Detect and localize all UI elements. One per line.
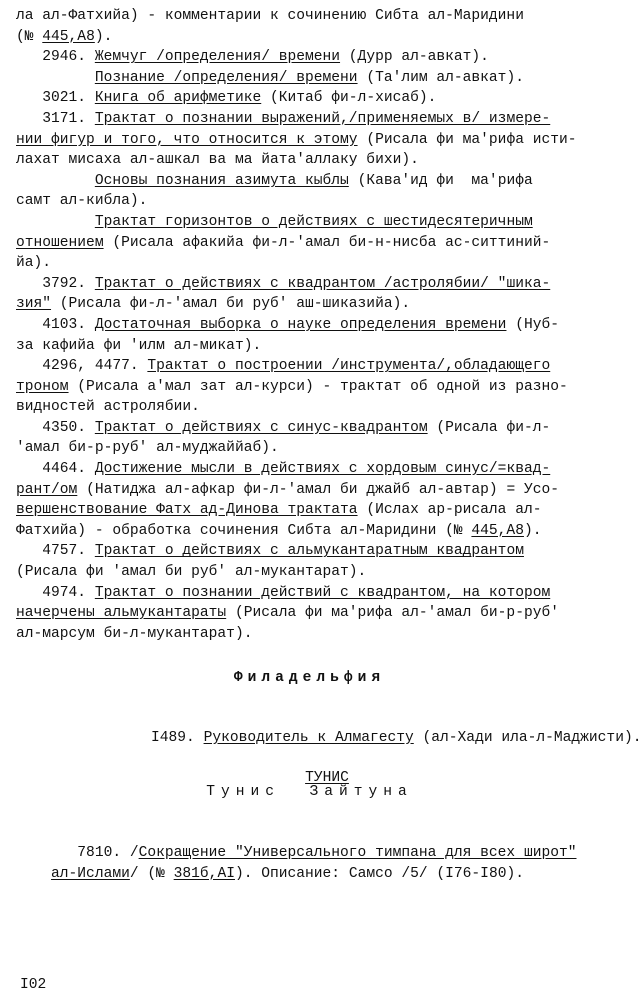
text-line [16,541,603,562]
line-text: 4350. [16,419,95,436]
text-line [16,253,603,274]
text-line [16,212,603,233]
line-text: видностей астролябии. [16,399,200,416]
text-line [16,68,603,89]
entry-title-cont: ал-Ислами [51,865,130,882]
country-heading: ТУНИС [305,770,349,787]
underlined-title: нии фигур и того, что относится к этому [16,131,358,148]
line-text: 2946. [16,49,95,66]
entry-number: I489. [151,729,204,746]
line-text-tail: (Нуб- [506,316,559,333]
line-text: 4974. [16,584,95,601]
line-text: 4296, 4477. [16,358,148,375]
text-line [16,150,603,171]
underlined-title: Достаточная выборка о науке определения времени [94,316,507,333]
underlined-title: Книга об арифметике [94,90,262,107]
line-text: ла ал-Фатхийа) - комментарии к сочинению Сибта ал-Маридини [16,8,524,24]
section-heading-philadelphia: Филадельфия [233,670,386,687]
underlined-title: Трактат о построении /инструмента/,обладающего [147,358,551,375]
entry-title: Сокращение "Универсального тимпана для всех широт" [138,845,577,862]
page-number: I02 [20,977,47,993]
line-text-tail: ). [523,522,542,539]
line-text: 4103. [16,316,95,333]
entry-number: 7810. / [51,845,139,862]
line-text-tail: (Та'лим ал-авкат). [357,69,524,86]
text-line [16,233,603,254]
text-line [16,130,603,151]
text-line [16,109,603,130]
line-text: за кафийа фи 'илм ал-микат). [16,337,262,354]
line-text-tail: (Китаб фи-л-хисаб). [261,90,437,107]
underlined-title: вершенствование Фатх ад-Динова трактата [16,502,358,519]
text-line [16,377,603,398]
line-text-tail: (Натиджа ал-афкар фи-л-'амал би джайб ал-автар) = Усо- [77,481,559,498]
text-line [16,603,603,624]
line-text: 4464. [16,461,95,478]
text-line [16,356,603,377]
text-line [16,191,603,212]
manuscript-entries [16,6,603,644]
entry-text-end: ). Описание: Самсо /5/ (I76-I80). [234,865,524,882]
underlined-title: Трактат горизонтов о действиях с шестидесятеричным [94,213,533,230]
section-heading-tunis-country [16,748,603,787]
line-text: (№ [16,28,43,45]
text-line [16,418,603,439]
text-line [16,88,603,109]
text-line [16,397,603,418]
text-line [16,294,603,315]
text-line [16,171,603,192]
line-text-tail: (Ислах ар-рисала ал- [357,502,542,519]
line-text-tail: (Кава'ид фи ма'рифа [348,172,533,189]
line-text: ал-марсум би-л-мукантарат). [16,625,253,642]
text-line [16,27,603,48]
underlined-title: Трактат о познании действий с квадрантом, на котором [94,584,551,601]
underlined-title: рант/ом [16,481,78,498]
underlined-title: Трактат о действиях с квадрантом /астролябии/ "шика- [94,275,551,292]
line-text [16,173,95,189]
text-line [16,315,603,336]
line-text [16,214,95,230]
line-text-tail: (Рисала фи ма'рифа исти- [357,131,577,148]
line-text-tail: (Рисала фи-л-'амал би руб' аш-шиказийа). [51,296,411,313]
line-text: йа). [16,255,52,272]
line-text [16,70,95,86]
line-text-tail: (Рисала а'мал зат ал-курси) - трактат об одной из разно- [68,378,568,395]
line-text: 4757. [16,543,95,560]
line-text: (Рисала фи 'амал би руб' ал-мукантарат). [16,564,367,581]
text-line [16,459,603,480]
entry-text: / (№ [129,865,174,882]
underlined-title: начерчены альмукантараты [16,605,227,622]
line-text: лахат мисаха ал-ашкал ва ма йата'аллаку бихи). [16,152,419,169]
underlined-title: Трактат о действиях с альмукантаратным квадрантом [94,543,524,560]
entry-1489 [16,707,641,746]
underlined-title: Жемчуг /определения/ времени [94,49,341,66]
line-text-tail: (Рисала афакийа фи-л-'амал би-н-нисба ас-ситтиний- [103,234,551,251]
line-text: 'амал би-р-руб' ал-муджаййаб). [16,440,279,457]
text-line [16,480,603,501]
line-text: самт ал-кибла). [16,193,148,210]
text-line [16,562,603,583]
line-text-tail: ). [94,28,113,45]
catalog-ref: 381б,AI [173,865,235,882]
text-line [16,438,603,459]
underlined-title: Трактат о действиях с синус-квадрантом [94,419,428,436]
text-line [16,624,603,645]
entry-7810-line-1 [16,823,603,862]
underlined-title: троном [16,378,69,395]
underlined-title: Познание /определения/ времени [94,69,358,86]
line-text: 3792. [16,275,95,292]
line-text-tail: (Рисала фи-л- [427,419,551,436]
text-line [16,583,603,604]
line-text: 3021. [16,90,95,107]
entry-title: Руководитель к Алмагесту [203,729,414,746]
underlined-title: Основы познания азимута кыблы [94,172,349,189]
text-line [16,500,603,521]
section-heading-tunis-library: Тунис Зайтуна [206,784,413,801]
underlined-title: Достижение мысли в действиях с хордовым синус/=квад- [94,461,551,478]
line-text: 3171. [16,110,95,127]
entry-text: (ал-Хади ила-л-Маджисти). [413,729,641,746]
underlined-title: Трактат о познании выражений,/применяемых в/ измере- [94,110,551,127]
underlined-title: зия" [16,296,52,313]
text-line [16,274,603,295]
text-line [16,336,603,357]
underlined-title: отношением [16,234,104,251]
text-line [16,6,603,27]
line-text: Фатхийа) - обработка сочинения Сибта ал-Маридини (№ [16,522,472,539]
text-line [16,47,603,68]
underlined-title: 445,A8 [471,522,524,539]
line-text-tail: (Рисала фи ма'рифа ал-'амал би-р-руб' [226,605,559,622]
line-text-tail: (Дурр ал-авкат). [340,49,489,66]
text-line [16,521,603,542]
underlined-title: 445,A8 [42,28,95,45]
